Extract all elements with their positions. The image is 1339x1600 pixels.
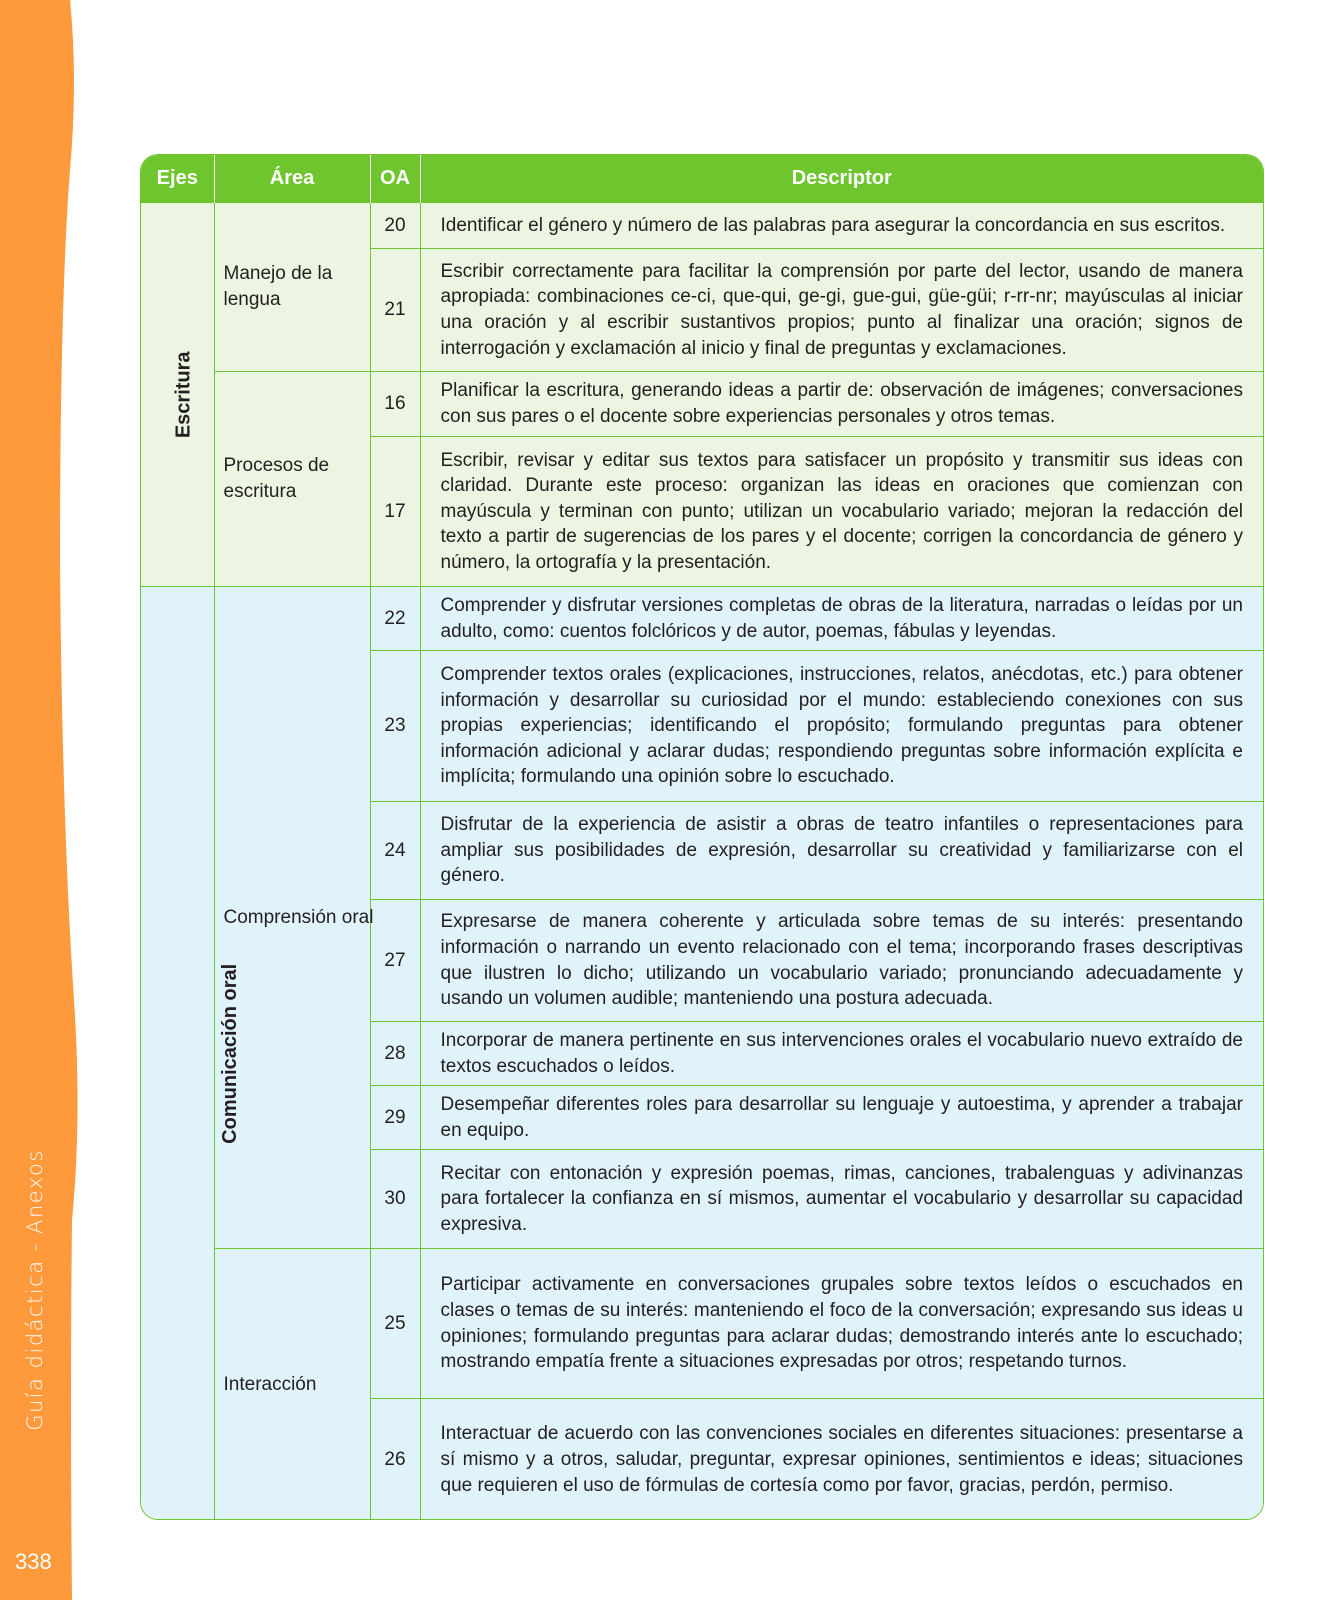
table-row xyxy=(141,587,1263,651)
descriptor-cell: Expresarse de manera coherente y articulada sobre temas de su interés: presentando información o narrando un evento relacionado con el tema; incorporando frases descriptivas que ilustren lo dicho; utilizando un vocabulario variado; pronunciando adecuadamente y usando un volumen audible; manteniendo una postura adecuada. xyxy=(420,900,1263,1022)
oa-cell: 23 xyxy=(370,651,420,802)
descriptor-cell: Escribir correctamente para facilitar la comprensión por parte del lector, usando de manera apropiada: combinaciones ce-ci, que-qui, ge-gi, gue-gui, güe-güi; r-rr-nr; mayúsculas al iniciar una oración y al escribir sustantivos propios; punto al finalizar una oración; signos de interrogación y exclamación al inicio y final de preguntas y exclamaciones. xyxy=(420,249,1263,372)
table-row xyxy=(141,203,1263,249)
oa-cell: 26 xyxy=(370,1399,420,1521)
oa-cell: 22 xyxy=(370,587,420,651)
area-cell-procesos xyxy=(214,372,370,587)
header-area: Área xyxy=(214,155,370,203)
area-comprension: Comprensión oral xyxy=(223,906,374,928)
oa-cell: 25 xyxy=(370,1249,420,1399)
eje-cell-comunicacion-oral xyxy=(141,587,242,1521)
descriptor-cell: Identificar el género y número de las palabras para asegurar la concordancia en sus escritos. xyxy=(420,203,1263,249)
eje-escritura: Escritura xyxy=(172,351,195,438)
descriptor-cell: Incorporar de manera pertinente en sus intervenciones orales el vocabulario nuevo extraído de textos escuchados o leídos. xyxy=(420,1022,1263,1086)
descriptor-cell: Disfrutar de la experiencia de asistir a obras de teatro infantiles o representaciones para ampliar sus posibilidades de expresión, desarrollar su creatividad y familiarizarse con el género. xyxy=(420,802,1263,900)
oa-cell: 24 xyxy=(370,802,420,900)
descriptor-cell: Interactuar de acuerdo con las convenciones sociales en diferentes situaciones: presentarse a sí mismo y a otros, saludar, preguntar, expresar opiniones, sentimientos e ideas; situaciones que requieren el uso de fórmulas de cortesía como por favor, gracias, perdón, permiso. xyxy=(420,1399,1263,1521)
oa-cell: 30 xyxy=(370,1150,420,1249)
header-ejes: Ejes xyxy=(141,155,214,203)
table-row xyxy=(141,372,1263,437)
page-number: 338 xyxy=(15,1549,52,1574)
oa-cell: 28 xyxy=(370,1022,420,1086)
area-cell-comprension xyxy=(214,587,374,1249)
header-descriptor: Descriptor xyxy=(420,155,1263,203)
header-row xyxy=(141,155,1263,203)
header-oa: OA xyxy=(370,155,420,203)
oa-cell: 27 xyxy=(370,900,420,1022)
oa-cell: 20 xyxy=(370,203,420,249)
eje-cell-escritura xyxy=(141,203,214,587)
descriptor-cell: Planificar la escritura, generando ideas a partir de: observación de imágenes; conversaciones con sus pares o el docente sobre experiencias personales y otros temas. xyxy=(420,372,1263,437)
descriptor-cell: Escribir, revisar y editar sus textos para satisfacer un propósito y transmitir sus ideas con claridad. Durante este proceso: organizan las ideas en oraciones que comienzan con mayúscula y terminan con punto; utilizan un vocabulario variado; mejoran la redacción del texto a partir de sugerencias de los pares y el docente; corrigen la concordancia de género y número, la ortografía y la presentación. xyxy=(420,437,1263,587)
descriptor-cell: Recitar con entonación y expresión poemas, rimas, canciones, trabalenguas y adivinanzas para fortalecer la confianza en sí mismos, aumentar el vocabulario y desarrollar su capacidad expresiva. xyxy=(420,1150,1263,1249)
table-row xyxy=(141,1249,1263,1399)
descriptor-cell: Comprender y disfrutar versiones completas de obras de la literatura, narradas o leídas por un adulto, como: cuentos folclóricos y de autor, poemas, fábulas y leyendas. xyxy=(420,587,1263,651)
descriptor-cell: Desempeñar diferentes roles para desarrollar su lenguaje y autoestima, y aprender a trabajar en equipo. xyxy=(420,1086,1263,1150)
area-interaccion: Interacción xyxy=(223,1373,317,1395)
area-manejo: Manejo de la lengua xyxy=(223,263,333,310)
area-procesos: Procesos de escritura xyxy=(223,455,330,502)
eje-comunicacion-oral: Comunicación oral xyxy=(219,963,242,1144)
curriculum-table xyxy=(140,154,1264,1520)
oa-cell: 21 xyxy=(370,249,420,372)
area-cell-manejo xyxy=(214,203,370,372)
oa-cell: 17 xyxy=(370,437,420,587)
side-label: Guía didáctica - Anexos xyxy=(23,1149,47,1431)
area-cell-interaccion xyxy=(214,1249,370,1521)
descriptor-cell: Comprender textos orales (explicaciones, instrucciones, relatos, anécdotas, etc.) para obtener información y desarrollar su curiosidad por el mundo: estableciendo conexiones con sus propias experiencias; identificando el propósito; formulando preguntas para obtener información adicional y aclarar dudas; respondiendo preguntas sobre información explícita e implícita; formulando una opinión sobre lo escuchado. xyxy=(420,651,1263,802)
oa-cell: 16 xyxy=(370,372,420,437)
descriptor-cell: Participar activamente en conversaciones grupales sobre textos leídos o escuchados en clases o temas de su interés: manteniendo el foco de la conversación; expresando sus ideas u opiniones; formulando preguntas para aclarar dudas; demostrando interés ante lo escuchado; mostrando empatía frente a situaciones expresadas por otros; respetando turnos. xyxy=(420,1249,1263,1399)
oa-cell: 29 xyxy=(370,1086,420,1150)
